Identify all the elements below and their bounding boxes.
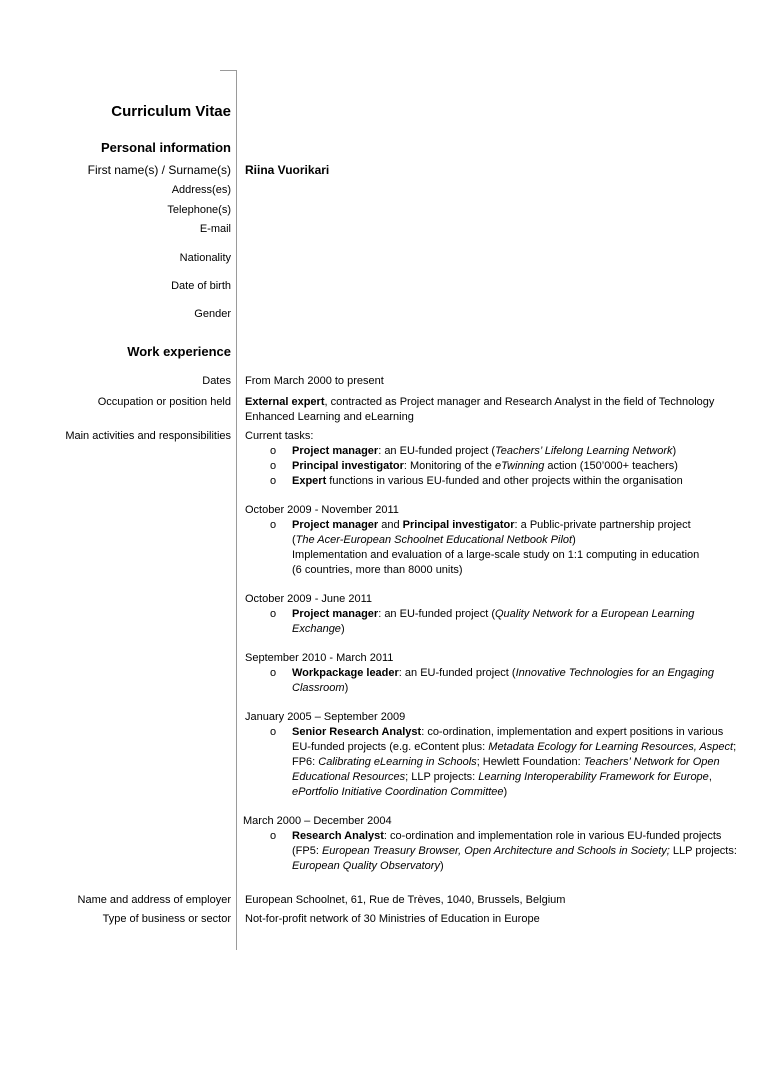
current-tasks: Current tasks: [245, 430, 314, 442]
list-item-line: (The Acer-European Schoolnet Educational Netbook Pilot) [292, 534, 576, 546]
name-value: Riina Vuorikari [245, 163, 330, 177]
bullet: o [270, 519, 277, 531]
employer-label: Name and address of employer [77, 894, 231, 906]
list-item: Workpackage leader: an EU-funded project (Innovative Technologies for an Engaging [292, 667, 714, 679]
dates-label: Dates [202, 375, 231, 387]
list-item: Principal investigator: Monitoring of the eTwinning action (150’000+ teachers) [292, 460, 678, 472]
list-item: Project manager and Principal investigator: a Public-private partnership project [292, 519, 691, 531]
list-item-line: European Quality Observatory) [292, 860, 444, 872]
address-label: Address(es) [171, 184, 231, 196]
work-experience-heading: Work experience [127, 344, 231, 359]
cv-title: Curriculum Vitae [111, 103, 231, 120]
bullet: o [270, 445, 277, 457]
list-item: Expert functions in various EU-funded and other projects within the organisation [292, 475, 683, 487]
period-date: March 2000 – December 2004 [243, 815, 392, 827]
list-item-line: EU-funded projects (e.g. eContent plus: Metadata Ecology for Learning Resources, Aspect; [292, 741, 737, 753]
personal-information-heading: Personal information [100, 140, 231, 155]
list-item-line: (FP5: European Treasury Browser, Open Architecture and Schools in Society; LLP projects: [292, 845, 737, 857]
sector-value: Not-for-profit network of 30 Ministries of Education in Europe [245, 913, 540, 925]
column-divider [236, 70, 237, 950]
bullet: o [270, 667, 277, 679]
list-item: Project manager: an EU-funded project (Quality Network for a European Learning [292, 608, 695, 620]
email-label: E-mail [199, 223, 231, 235]
list-item-line: (6 countries, more than 8000 units) [292, 564, 463, 576]
name-label: First name(s) / Surname(s) [87, 163, 231, 177]
list-item-line: Exchange) [292, 623, 345, 635]
list-item-line: Implementation and evaluation of a large-scale study on 1:1 computing in education [292, 549, 700, 561]
bullet: o [270, 830, 277, 842]
column-divider-tick [220, 70, 236, 71]
period-date: September 2010 - March 2011 [245, 652, 394, 664]
activities-label: Main activities and responsibilities [65, 430, 231, 442]
occupation-value: External expert, contracted as Project manager and Research Analyst in the field of Technology [245, 396, 715, 408]
list-item: Project manager: an EU-funded project (Teachers’ Lifelong Learning Network) [292, 445, 677, 457]
date-of-birth-label: Date of birth [171, 280, 231, 292]
period-date: October 2009 - June 2011 [245, 593, 372, 605]
nationality-label: Nationality [179, 252, 231, 264]
list-item-line: Educational Resources; LLP projects: Learning Interoperability Framework for Europe, [292, 771, 712, 783]
list-item-line: FP6: Calibrating eLearning in Schools; Hewlett Foundation: Teachers’ Network for Open [292, 756, 720, 768]
bullet: o [270, 608, 277, 620]
list-item-line: ePortfolio Initiative Coordination Committee) [292, 786, 508, 798]
bullet: o [270, 460, 277, 472]
sector-label: Type of business or sector [102, 913, 231, 925]
list-item: Research Analyst: co-ordination and implementation role in various EU-funded projects [292, 830, 722, 842]
list-item-line: Classroom) [292, 682, 349, 694]
employer-value: European Schoolnet, 61, Rue de Trèves, 1040, Brussels, Belgium [245, 894, 566, 906]
occupation-value-line2: Enhanced Learning and eLearning [245, 411, 414, 423]
gender-label: Gender [194, 308, 231, 320]
telephone-label: Telephone(s) [167, 204, 231, 216]
bullet: o [270, 726, 277, 738]
bullet: o [270, 475, 277, 487]
period-date: October 2009 - November 2011 [245, 504, 399, 516]
dates-value: From March 2000 to present [245, 375, 384, 387]
list-item: Senior Research Analyst: co-ordination, implementation and expert positions in various [292, 726, 724, 738]
occupation-label: Occupation or position held [97, 396, 231, 408]
period-date: January 2005 – September 2009 [245, 711, 406, 723]
